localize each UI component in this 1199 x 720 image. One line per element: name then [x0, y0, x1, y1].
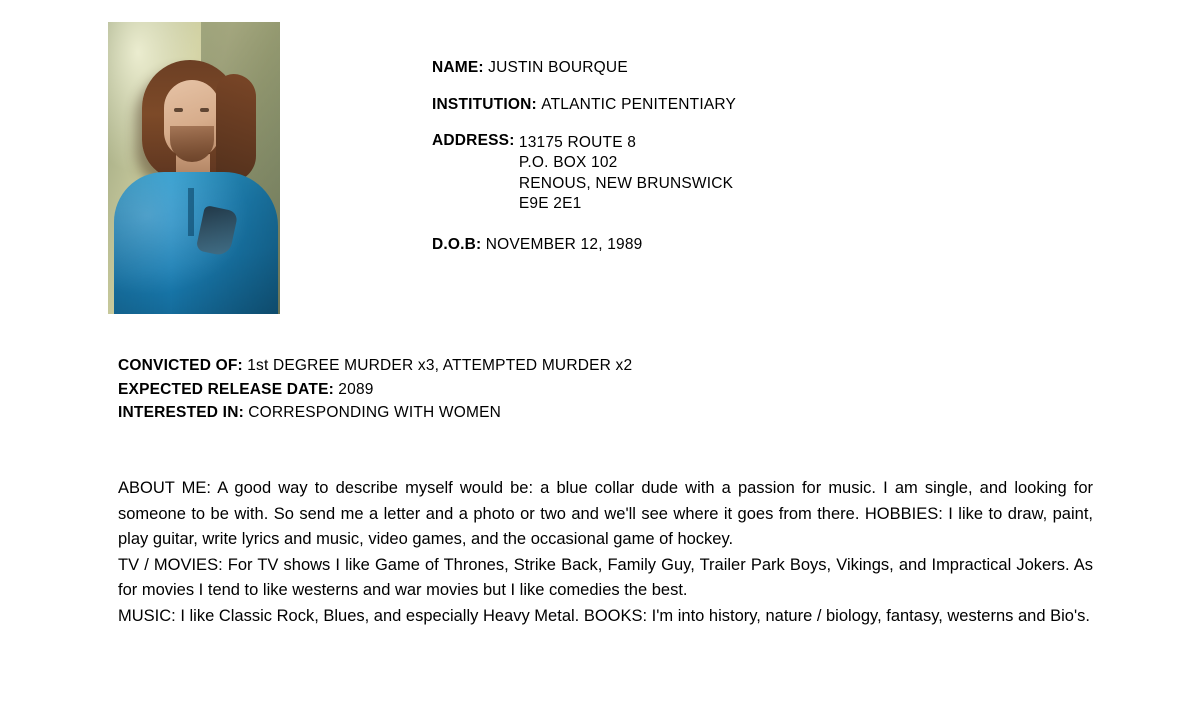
detail-interested-in-value: CORRESPONDING WITH WOMEN: [248, 404, 502, 422]
detail-release-date: [118, 378, 632, 402]
field-name-value: JUSTIN BOURQUE: [488, 59, 628, 76]
about-paragraph: ABOUT ME: A good way to describe myself would be: a blue collar dude with a passion for music. I am single, and looking for someone to be with. So send me a letter and a photo or two and we'll see where it goes from there. HOBBIES: I like to draw, paint, play guitar, write lyrics and music, video games, and the occasional game of hockey.: [118, 479, 1093, 549]
photo-eye-left: [174, 108, 183, 112]
music-books-paragraph: MUSIC: I like Classic Rock, Blues, and especially Heavy Metal. BOOKS: I'm into history, nature / biology, fantasy, westerns and Bio's.: [118, 606, 1090, 625]
field-address-lines: [519, 133, 733, 215]
inmate-photo: [108, 22, 280, 314]
field-institution-label: INSTITUTION:: [432, 95, 537, 113]
detail-interested-in: [118, 401, 632, 425]
field-dob-value: NOVEMBER 12, 1989: [485, 235, 643, 253]
detail-convicted-of-value: 1st DEGREE MURDER x3, ATTEMPTED MURDER x2: [247, 357, 633, 374]
detail-release-date-value: 2089: [338, 380, 374, 398]
field-address: [432, 133, 736, 215]
detail-convicted-of: [118, 354, 632, 378]
field-name-label: NAME:: [432, 59, 484, 76]
field-institution: [432, 97, 736, 113]
field-dob-label: D.O.B:: [432, 235, 482, 253]
field-name: [432, 60, 736, 76]
about-section: [118, 476, 1093, 629]
detail-convicted-of-label: CONVICTED OF:: [118, 357, 243, 374]
photo-shirt-placket: [188, 188, 194, 236]
photo-eye-right: [200, 108, 209, 112]
tv-movies-paragraph: TV / MOVIES: For TV shows I like Game of Thrones, Strike Back, Family Guy, Trailer Park Boys, Vikings, and Impractical Jokers. As for movies I tend to like westerns and war movies but I like comedies the best.: [118, 555, 1093, 600]
address-line: 13175 ROUTE 8: [518, 134, 637, 151]
address-line: P.O. BOX 102: [518, 154, 618, 172]
field-dob: [432, 237, 736, 253]
detail-release-date-label: EXPECTED RELEASE DATE:: [118, 380, 334, 398]
profile-header: [0, 0, 1199, 330]
address-line: RENOUS, NEW BRUNSWICK: [518, 174, 734, 192]
photo-hair-side: [216, 74, 256, 182]
address-line: E9E 2E1: [518, 195, 582, 213]
detail-interested-in-label: INTERESTED IN:: [118, 404, 244, 422]
field-institution-value: ATLANTIC PENITENTIARY: [541, 95, 737, 113]
conviction-details: [118, 354, 632, 425]
identity-fields: [432, 60, 736, 273]
field-address-label: ADDRESS:: [432, 132, 515, 149]
